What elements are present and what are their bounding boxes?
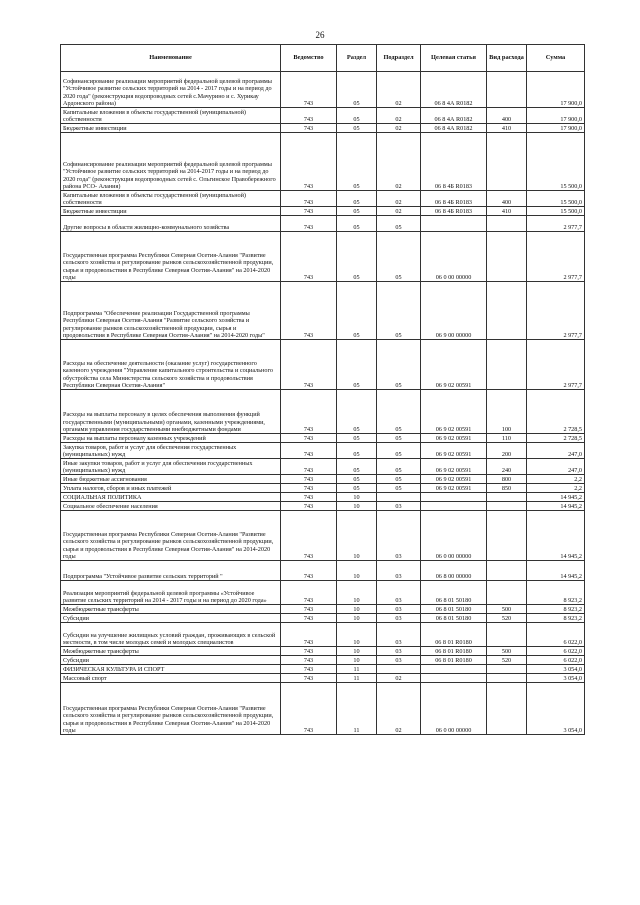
row-amount-cell: 15 500,0 [527, 133, 585, 191]
row-department-cell: 743 [281, 647, 337, 656]
row-department-cell: 743 [281, 683, 337, 735]
row-section-cell: 10 [337, 623, 377, 647]
row-amount-cell: 15 500,0 [527, 207, 585, 216]
row-expense-type-cell: 400 [487, 191, 527, 207]
row-section-cell: 10 [337, 647, 377, 656]
row-expense-type-cell: 240 [487, 459, 527, 475]
row-target-article-cell: 06 8 00 00000 [421, 561, 487, 581]
row-name-cell: Государственная программа Республики Северная Осетия-Алания "Развитие сельского хозяйства и регулирование рынков сельскохозяйственной продукции, сырья и продовольствия в Республике Северная Осетия-Алания" на 2014-2020 годы [61, 232, 281, 282]
table-row [61, 282, 585, 340]
row-department-cell: 743 [281, 475, 337, 484]
row-expense-type-cell [487, 623, 527, 647]
row-section-cell: 10 [337, 614, 377, 623]
table-row [61, 581, 585, 605]
row-name-cell: Капитальные вложения в объекты государственной (муниципальной) собственности [61, 191, 281, 207]
row-expense-type-cell: 850 [487, 484, 527, 493]
column-header-target-article: Целевая статья [421, 45, 487, 72]
row-expense-type-cell: 400 [487, 108, 527, 124]
row-amount-cell: 6 022,0 [527, 647, 585, 656]
table-header-row [61, 45, 585, 72]
row-department-cell: 743 [281, 493, 337, 502]
row-target-article-cell: 06 8 4А R0182 [421, 72, 487, 108]
row-subsection-cell: 03 [377, 511, 421, 561]
table-row [61, 133, 585, 191]
row-amount-cell: 8 923,2 [527, 614, 585, 623]
row-subsection-cell: 02 [377, 207, 421, 216]
row-department-cell: 743 [281, 656, 337, 665]
row-subsection-cell [377, 493, 421, 502]
table-body [61, 72, 585, 735]
row-section-cell: 10 [337, 511, 377, 561]
table-row [61, 340, 585, 390]
row-department-cell: 743 [281, 340, 337, 390]
column-header-expense-type: Вид расхода [487, 45, 527, 72]
row-department-cell: 743 [281, 133, 337, 191]
row-target-article-cell: 06 8 4Б R0183 [421, 191, 487, 207]
row-subsection-cell: 03 [377, 623, 421, 647]
row-name-cell: Межбюджетные трансферты [61, 647, 281, 656]
row-subsection-cell: 05 [377, 232, 421, 282]
row-department-cell: 743 [281, 459, 337, 475]
row-target-article-cell: 06 8 01 R0180 [421, 656, 487, 665]
table-row [61, 647, 585, 656]
table-row [61, 665, 585, 674]
row-subsection-cell: 03 [377, 502, 421, 511]
table-row [61, 191, 585, 207]
row-name-cell: ФИЗИЧЕСКАЯ КУЛЬТУРА И СПОРТ [61, 665, 281, 674]
row-amount-cell: 2,2 [527, 484, 585, 493]
row-expense-type-cell [487, 511, 527, 561]
row-department-cell: 743 [281, 390, 337, 434]
row-amount-cell: 3 054,0 [527, 674, 585, 683]
row-name-cell: СОЦИАЛЬНАЯ ПОЛИТИКА [61, 493, 281, 502]
table-row [61, 502, 585, 511]
row-target-article-cell: 06 9 02 00591 [421, 340, 487, 390]
row-section-cell: 10 [337, 581, 377, 605]
row-amount-cell: 2,2 [527, 475, 585, 484]
row-amount-cell: 17 900,0 [527, 108, 585, 124]
row-subsection-cell: 03 [377, 561, 421, 581]
row-section-cell: 10 [337, 656, 377, 665]
row-expense-type-cell: 520 [487, 656, 527, 665]
row-section-cell: 05 [337, 207, 377, 216]
row-subsection-cell: 03 [377, 614, 421, 623]
row-name-cell: Бюджетные инвестиции [61, 207, 281, 216]
row-target-article-cell: 06 8 01 R0180 [421, 647, 487, 656]
row-expense-type-cell [487, 340, 527, 390]
row-section-cell: 10 [337, 561, 377, 581]
row-amount-cell: 6 022,0 [527, 623, 585, 647]
row-name-cell: Социальное обеспечение населения [61, 502, 281, 511]
row-subsection-cell: 02 [377, 191, 421, 207]
row-name-cell: Иные бюджетные ассигнования [61, 475, 281, 484]
row-expense-type-cell [487, 72, 527, 108]
row-expense-type-cell: 200 [487, 443, 527, 459]
row-section-cell: 05 [337, 484, 377, 493]
row-section-cell: 10 [337, 493, 377, 502]
row-expense-type-cell [487, 133, 527, 191]
row-name-cell: Массовый спорт [61, 674, 281, 683]
row-expense-type-cell: 410 [487, 207, 527, 216]
row-section-cell: 05 [337, 124, 377, 133]
row-department-cell: 743 [281, 207, 337, 216]
row-department-cell: 743 [281, 511, 337, 561]
row-section-cell: 05 [337, 232, 377, 282]
row-department-cell: 743 [281, 282, 337, 340]
row-department-cell: 743 [281, 191, 337, 207]
row-expense-type-cell [487, 232, 527, 282]
row-expense-type-cell: 800 [487, 475, 527, 484]
row-target-article-cell: 06 8 01 50180 [421, 581, 487, 605]
row-section-cell: 05 [337, 191, 377, 207]
row-expense-type-cell: 110 [487, 434, 527, 443]
row-section-cell: 05 [337, 459, 377, 475]
row-department-cell: 743 [281, 665, 337, 674]
row-department-cell: 743 [281, 623, 337, 647]
table-row [61, 72, 585, 108]
row-name-cell: Субсидии [61, 656, 281, 665]
row-amount-cell: 2 977,7 [527, 340, 585, 390]
row-expense-type-cell [487, 502, 527, 511]
row-name-cell: Иные закупки товаров, работ и услуг для обеспечения государственных (муниципальных) нужд [61, 459, 281, 475]
row-target-article-cell: 06 8 4А R0182 [421, 124, 487, 133]
row-target-article-cell: 06 0 00 00000 [421, 232, 487, 282]
row-department-cell: 743 [281, 581, 337, 605]
row-section-cell: 11 [337, 665, 377, 674]
row-subsection-cell: 05 [377, 434, 421, 443]
row-target-article-cell: 06 0 00 00000 [421, 683, 487, 735]
row-amount-cell: 247,0 [527, 459, 585, 475]
budget-table [60, 44, 585, 735]
row-expense-type-cell: 500 [487, 647, 527, 656]
column-header-amount: Сумма [527, 45, 585, 72]
row-section-cell: 05 [337, 216, 377, 232]
table-row [61, 493, 585, 502]
row-department-cell: 743 [281, 216, 337, 232]
row-target-article-cell: 06 8 4Б R0183 [421, 207, 487, 216]
column-header-section: Раздел [337, 45, 377, 72]
row-section-cell: 05 [337, 340, 377, 390]
table-row [61, 390, 585, 434]
row-name-cell: Расходы на выплаты персоналу в целях обеспечения выполнения функций государственными (муниципальными) органами, казенными учреждениями, органами управления государственными внебюджетными фондами [61, 390, 281, 434]
table-row [61, 605, 585, 614]
row-name-cell: Подпрограмма "Устойчивое развитие сельских территорий " [61, 561, 281, 581]
table-row [61, 124, 585, 133]
row-section-cell: 05 [337, 390, 377, 434]
row-subsection-cell: 02 [377, 683, 421, 735]
table-row [61, 623, 585, 647]
row-expense-type-cell [487, 674, 527, 683]
row-subsection-cell: 02 [377, 72, 421, 108]
row-amount-cell: 17 900,0 [527, 72, 585, 108]
row-subsection-cell: 03 [377, 605, 421, 614]
table-row [61, 475, 585, 484]
table-row [61, 674, 585, 683]
row-amount-cell: 6 022,0 [527, 656, 585, 665]
row-target-article-cell: 06 8 4А R0182 [421, 108, 487, 124]
row-amount-cell: 3 054,0 [527, 683, 585, 735]
row-amount-cell: 2 977,7 [527, 282, 585, 340]
row-section-cell: 10 [337, 502, 377, 511]
row-target-article-cell: 06 9 02 00591 [421, 434, 487, 443]
row-amount-cell: 15 500,0 [527, 191, 585, 207]
row-department-cell: 743 [281, 502, 337, 511]
row-expense-type-cell [487, 683, 527, 735]
row-name-cell: Расходы на выплаты персоналу казенных учреждений [61, 434, 281, 443]
row-name-cell: Уплата налогов, сборов и иных платежей [61, 484, 281, 493]
row-target-article-cell [421, 502, 487, 511]
row-department-cell: 743 [281, 561, 337, 581]
row-target-article-cell [421, 493, 487, 502]
row-name-cell: Расходы на обеспечение деятельности (оказание услуг) государственного казенного учреждения "Управление капитального строительства и социального обустройства села Министерства сельского хозяйства и продовольствия Республики Северная Осетия-Алания" [61, 340, 281, 390]
row-section-cell: 11 [337, 683, 377, 735]
row-department-cell: 743 [281, 72, 337, 108]
row-subsection-cell: 05 [377, 340, 421, 390]
row-name-cell: Капитальные вложения в объекты государственной (муниципальной) собственности [61, 108, 281, 124]
row-target-article-cell: 06 9 00 00000 [421, 282, 487, 340]
row-expense-type-cell: 500 [487, 605, 527, 614]
row-department-cell: 743 [281, 232, 337, 282]
row-expense-type-cell [487, 561, 527, 581]
table-row [61, 511, 585, 561]
row-subsection-cell [377, 665, 421, 674]
row-section-cell: 05 [337, 443, 377, 459]
row-expense-type-cell [487, 665, 527, 674]
table-row [61, 484, 585, 493]
row-section-cell: 05 [337, 434, 377, 443]
row-name-cell: Софинансирование реализации мероприятий федеральной целевой программы "Устойчивое развитие сельских территорий на 2014-2017 годы и на период до 2020 года" (реконструкция водопроводных сетей с. Ольгинское Правобережного района РСО- Алания) [61, 133, 281, 191]
row-subsection-cell: 05 [377, 443, 421, 459]
row-name-cell: Межбюджетные трансферты [61, 605, 281, 614]
page-number: 26 [315, 30, 325, 40]
row-name-cell: Другие вопросы в области жилищно-коммунального хозяйства [61, 216, 281, 232]
row-target-article-cell [421, 216, 487, 232]
row-amount-cell: 3 054,0 [527, 665, 585, 674]
table-row [61, 108, 585, 124]
row-subsection-cell: 05 [377, 475, 421, 484]
row-amount-cell: 14 945,2 [527, 502, 585, 511]
row-name-cell: Закупка товаров, работ и услуг для обеспечения государственных (муниципальных) нужд [61, 443, 281, 459]
row-amount-cell: 247,0 [527, 443, 585, 459]
row-target-article-cell: 06 8 01 50180 [421, 605, 487, 614]
row-subsection-cell: 03 [377, 581, 421, 605]
row-subsection-cell: 03 [377, 656, 421, 665]
row-expense-type-cell [487, 581, 527, 605]
row-department-cell: 743 [281, 484, 337, 493]
row-department-cell: 743 [281, 124, 337, 133]
row-section-cell: 05 [337, 282, 377, 340]
column-header-department: Ведомство [281, 45, 337, 72]
row-department-cell: 743 [281, 443, 337, 459]
row-target-article-cell: 06 9 02 00591 [421, 390, 487, 434]
row-subsection-cell: 05 [377, 282, 421, 340]
row-target-article-cell: 06 9 02 00591 [421, 484, 487, 493]
row-name-cell: Подпрограмма "Обеспечение реализации Государственной программы Республики Северная Осетия-Алания "Развитие сельского хозяйства и регулирование рынков сельскохозяйственной продукции, сырья и продовольствия в Республике Северная Осетия-Алания" на 2014-2020 годы" [61, 282, 281, 340]
row-section-cell: 05 [337, 108, 377, 124]
row-amount-cell: 2 728,5 [527, 434, 585, 443]
column-header-name: Наименование [61, 45, 281, 72]
row-department-cell: 743 [281, 108, 337, 124]
row-subsection-cell: 02 [377, 674, 421, 683]
row-target-article-cell [421, 665, 487, 674]
table-row [61, 443, 585, 459]
row-name-cell: Реализация мероприятий федеральной целевой программы «Устойчивое развитие сельских территорий на 2014 - 2017 годы и на период до 2020 года» [61, 581, 281, 605]
table-row [61, 232, 585, 282]
row-amount-cell: 14 945,2 [527, 511, 585, 561]
row-section-cell: 05 [337, 475, 377, 484]
table-row [61, 434, 585, 443]
row-target-article-cell: 06 8 01 R0180 [421, 623, 487, 647]
row-amount-cell: 17 900,0 [527, 124, 585, 133]
row-department-cell: 743 [281, 605, 337, 614]
row-subsection-cell: 05 [377, 484, 421, 493]
row-name-cell: Софинансирование реализации мероприятий федеральной целевой программы "Устойчивое развитие сельских территорий на 2014 - 2017 годы и на период до 2020 года" (реконструкция водопроводных сетей с.Мачурино и с. Хурикау Ардонского района) [61, 72, 281, 108]
row-section-cell: 05 [337, 72, 377, 108]
row-name-cell: Субсидии [61, 614, 281, 623]
row-target-article-cell: 06 0 00 00000 [421, 511, 487, 561]
row-amount-cell: 8 923,2 [527, 605, 585, 614]
table-row [61, 614, 585, 623]
row-section-cell: 10 [337, 605, 377, 614]
row-name-cell: Бюджетные инвестиции [61, 124, 281, 133]
row-subsection-cell: 05 [377, 216, 421, 232]
row-subsection-cell: 05 [377, 459, 421, 475]
row-subsection-cell: 02 [377, 108, 421, 124]
row-target-article-cell: 06 9 02 00591 [421, 443, 487, 459]
row-target-article-cell: 06 8 01 50180 [421, 614, 487, 623]
table-row [61, 216, 585, 232]
row-expense-type-cell [487, 216, 527, 232]
row-expense-type-cell: 410 [487, 124, 527, 133]
row-amount-cell: 14 945,2 [527, 561, 585, 581]
row-subsection-cell: 02 [377, 133, 421, 191]
row-department-cell: 743 [281, 674, 337, 683]
row-amount-cell: 2 977,7 [527, 216, 585, 232]
row-target-article-cell: 06 8 4Б R0183 [421, 133, 487, 191]
row-amount-cell: 2 728,5 [527, 390, 585, 434]
row-subsection-cell: 03 [377, 647, 421, 656]
row-section-cell: 05 [337, 133, 377, 191]
row-amount-cell: 2 977,7 [527, 232, 585, 282]
row-expense-type-cell [487, 282, 527, 340]
row-amount-cell: 8 923,2 [527, 581, 585, 605]
table-row [61, 207, 585, 216]
row-subsection-cell: 05 [377, 390, 421, 434]
row-target-article-cell: 06 9 02 00591 [421, 475, 487, 484]
row-target-article-cell [421, 674, 487, 683]
table-row [61, 561, 585, 581]
row-name-cell: Государственная программа Республики Северная Осетия-Алания "Развитие сельского хозяйства и регулирование рынков сельскохозяйственной продукции, сырья и продовольствия в Республике Северная Осетия-Алания" на 2014-2020 годы [61, 683, 281, 735]
row-subsection-cell: 02 [377, 124, 421, 133]
row-department-cell: 743 [281, 614, 337, 623]
row-section-cell: 11 [337, 674, 377, 683]
row-department-cell: 743 [281, 434, 337, 443]
row-expense-type-cell: 520 [487, 614, 527, 623]
row-target-article-cell: 06 9 02 00591 [421, 459, 487, 475]
row-amount-cell: 14 945,2 [527, 493, 585, 502]
row-name-cell: Субсидии на улучшение жилищных условий граждан, проживающих в сельской местности, в том числе молодых семей и молодых специалистов [61, 623, 281, 647]
table-row [61, 656, 585, 665]
row-name-cell: Государственная программа Республики Северная Осетия-Алания "Развитие сельского хозяйства и регулирование рынков сельскохозяйственной продукции, сырья и продовольствия в Республике Северная Осетия-Алания" на 2014-2020 годы [61, 511, 281, 561]
row-expense-type-cell: 100 [487, 390, 527, 434]
table-row [61, 459, 585, 475]
column-header-subsection: Подраздел [377, 45, 421, 72]
row-expense-type-cell [487, 493, 527, 502]
table-row [61, 683, 585, 735]
